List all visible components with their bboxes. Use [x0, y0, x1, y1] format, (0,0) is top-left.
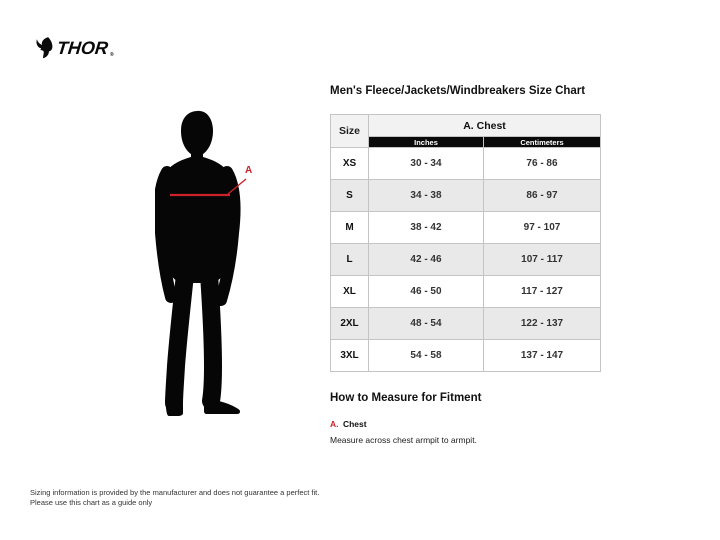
size-chart-table	[330, 114, 601, 372]
measure-name: Chest	[342, 419, 367, 429]
table-row	[331, 276, 601, 308]
size-label: 3XL	[331, 340, 369, 372]
cm-value: 137 - 147	[484, 340, 601, 372]
cm-value: 122 - 137	[484, 308, 601, 340]
inches-unit-header: Inches	[369, 137, 484, 148]
inches-value: 30 - 34	[369, 148, 484, 180]
cm-value: 86 - 97	[484, 180, 601, 212]
centimeters-unit-header: Centimeters	[484, 137, 601, 148]
chest-column-header: A. Chest	[369, 115, 601, 137]
inches-value: 54 - 58	[369, 340, 484, 372]
thor-helmet-icon	[36, 36, 55, 59]
cm-value: 76 - 86	[484, 148, 601, 180]
table-unit-header-row	[331, 137, 601, 148]
size-chart-title: Men's Fleece/Jackets/Windbreakers Size Chart	[330, 85, 586, 97]
size-column-header: Size	[331, 115, 369, 148]
how-to-measure-heading: How to Measure for Fitment	[330, 392, 482, 404]
table-row	[331, 212, 601, 244]
table-row	[331, 148, 601, 180]
measure-item-chest	[330, 414, 610, 445]
size-label: M	[331, 212, 369, 244]
inches-value: 42 - 46	[369, 244, 484, 276]
size-label: 2XL	[331, 308, 369, 340]
cm-value: 117 - 127	[484, 276, 601, 308]
brand-wordmark: THOR	[55, 37, 110, 58]
sizing-disclaimer	[30, 488, 319, 508]
size-label: S	[331, 180, 369, 212]
table-row	[331, 180, 601, 212]
chest-annotation-label: A	[245, 165, 253, 176]
cm-value: 107 - 117	[484, 244, 601, 276]
cm-value: 97 - 107	[484, 212, 601, 244]
inches-value: 38 - 42	[369, 212, 484, 244]
table-row	[331, 308, 601, 340]
registered-trademark: ®	[110, 52, 114, 58]
table-row	[331, 244, 601, 276]
brand-logo	[36, 36, 114, 59]
measure-description: Measure across chest armpit to armpit.	[330, 435, 477, 445]
inches-value: 48 - 54	[369, 308, 484, 340]
size-label: L	[331, 244, 369, 276]
body-silhouette-figure	[155, 108, 255, 420]
male-silhouette-graphic	[155, 108, 255, 420]
inches-value: 34 - 38	[369, 180, 484, 212]
table-row	[331, 340, 601, 372]
disclaimer-line-2: Please use this chart as a guide only	[30, 498, 153, 507]
measure-letter: A.	[330, 419, 339, 429]
size-label: XL	[331, 276, 369, 308]
how-to-measure-section	[330, 392, 610, 445]
table-header-row	[331, 115, 601, 137]
size-label: XS	[331, 148, 369, 180]
disclaimer-line-1: Sizing information is provided by the manufacturer and does not guarantee a perfect fit.	[30, 488, 320, 497]
inches-value: 46 - 50	[369, 276, 484, 308]
